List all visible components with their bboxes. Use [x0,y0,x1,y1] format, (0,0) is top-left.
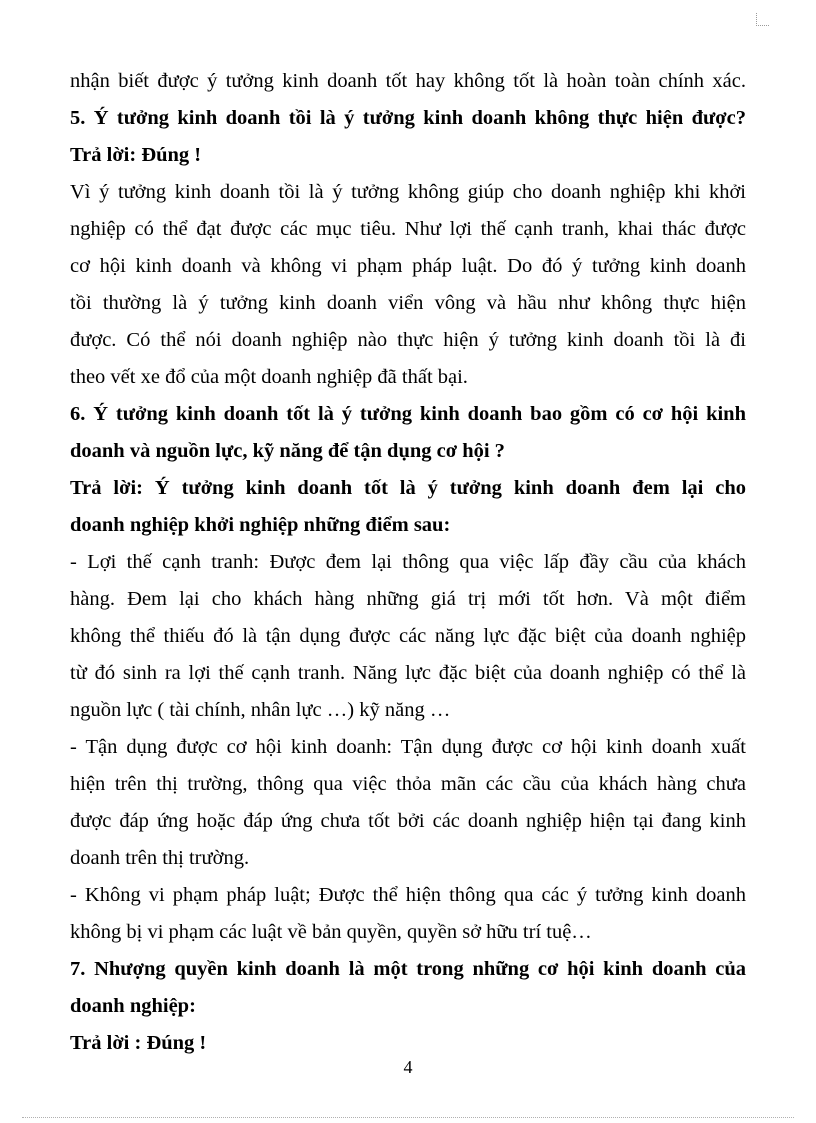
page-bottom-rule [22,1117,794,1118]
text-line: tồi thường là ý tưởng kinh doanh viển vông và hầu như không thực hiện [70,292,746,314]
text-line: được. Có thể nói doanh nghiệp nào thực hiện ý tưởng kinh doanh tồi là đi [70,329,746,351]
text-line: - Tận dụng được cơ hội kinh doanh: Tận dụng được cơ hội kinh doanh xuất [70,736,746,758]
text-line: theo vết xe đổ của một doanh nghiệp đã thất bại. [70,366,468,388]
text-line: nguồn lực ( tài chính, nhân lực …) kỹ năng … [70,699,451,721]
text-line: không bị vi phạm các luật về bản quyền, quyền sở hữu trí tuệ… [70,921,592,943]
text-line: hiện trên thị trường, thông qua việc thỏa mãn các cầu của khách hàng chưa [70,773,746,795]
heading-line: Trả lời : Đúng ! [70,1032,207,1054]
text-line: doanh trên thị trường. [70,847,250,869]
page-number: 4 [403,1057,413,1077]
text-line: hàng. Đem lại cho khách hàng những giá trị mới tốt hơn. Và một điểm [70,588,746,610]
text-line: cơ hội kinh doanh và không vi phạm pháp luật. Do đó ý tưởng kinh doanh [70,255,746,277]
crop-mark [756,13,769,26]
text-line: được đáp ứng hoặc đáp ứng chưa tốt bởi các doanh nghiệp hiện tại đang kinh [70,810,746,832]
body-text [70,63,746,1062]
text-line: nhận biết được ý tưởng kinh doanh tốt hay không tốt là hoàn toàn chính xác. [70,70,746,92]
text-line: Vì ý tưởng kinh doanh tồi là ý tưởng không giúp cho doanh nghiệp khi khởi [70,181,746,203]
heading-line: 7. Nhượng quyền kinh doanh là một trong những cơ hội kinh doanh của [70,958,746,980]
text-line: - Lợi thế cạnh tranh: Được đem lại thông qua việc lấp đầy cầu của khách [70,551,746,573]
heading-line: doanh nghiệp khởi nghiệp những điểm sau: [70,514,451,536]
heading-line: doanh nghiệp: [70,995,196,1017]
text-line: - Không vi phạm pháp luật; Được thể hiện thông qua các ý tưởng kinh doanh [70,884,746,906]
heading-line: 6. Ý tưởng kinh doanh tốt là ý tưởng kinh doanh bao gồm có cơ hội kinh [70,403,746,425]
heading-line: doanh và nguồn lực, kỹ năng để tận dụng cơ hội ? [70,440,505,462]
heading-line: Trả lời: Đúng ! [70,144,202,166]
heading-line: Trả lời: Ý tưởng kinh doanh tốt là ý tưởng kinh doanh đem lại cho [70,477,746,499]
text-line: từ đó sinh ra lợi thế cạnh tranh. Năng lực đặc biệt của doanh nghiệp có thể là [70,662,746,684]
text-line: không thể thiếu đó là tận dụng được các năng lực đặc biệt của doanh nghiệp [70,625,746,647]
text-line: nghiệp có thể đạt được các mục tiêu. Như lợi thế cạnh tranh, khai thác được [70,218,746,240]
heading-line: 5. Ý tưởng kinh doanh tồi là ý tưởng kinh doanh không thực hiện được? [70,107,746,129]
